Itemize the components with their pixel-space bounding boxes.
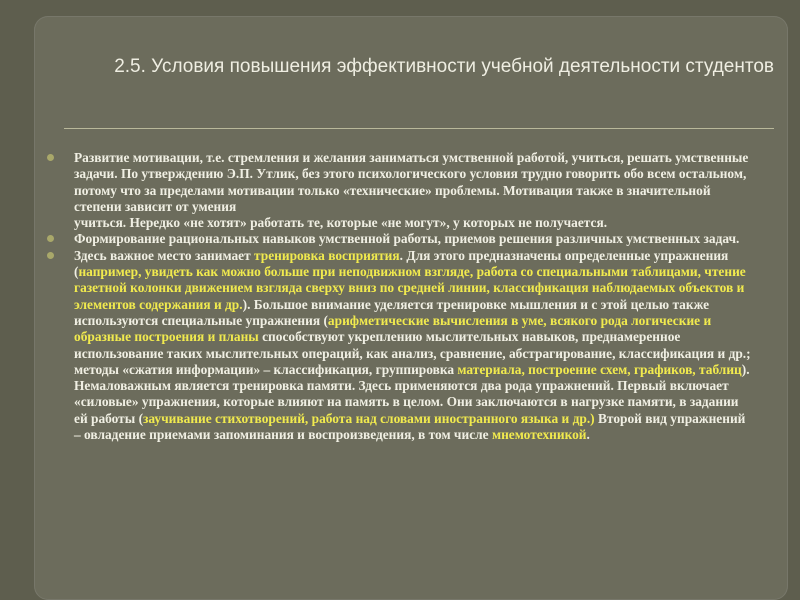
paragraph-text: Второй вид упражнений – овладение приемами запоминания и воспроизведения, в том числе (74, 410, 746, 443)
highlighted-text: арифметические вычисления в уме, всякого рода логические и образные построения и планы (74, 312, 712, 345)
highlighted-text: например, увидеть как можно больше при неподвижном взгляде, работа со специальными таблицами, чтение газетной колонки движением взгляда сверху вниз по средней линии, классификация наблюдаемых объектов и элементов содержания и др. (74, 264, 746, 312)
paragraph (74, 248, 755, 444)
paragraph (74, 150, 755, 215)
slide-body (74, 150, 755, 443)
paragraph-text: способствуют укреплению мыслительных навыков, преднамеренное использование таких мыслительных операций, как анализ, сравнение, абстрагирование, классификация и др.; методы «сжатия информации» – классификация, группировка (74, 329, 751, 377)
slide-title: 2.5. Условия повышения эффективности учебной деятельности студентов (114, 56, 774, 77)
paragraph-text: учиться. Нередко «не хотят» работать те, которые «не могут», у которых не получается. (74, 215, 608, 231)
paragraph-text: ). Немаловажным является тренировка памяти. Здесь применяются два рода упражнений. Первый включает «силовые» упражнения, которые влияют на память в целом. Они заключаются в нагрузке памяти, в задании ей работы ( (74, 361, 750, 426)
highlighted-text: заучивание стихотворений, работа над словами иностранного языка и др.) (143, 410, 595, 426)
highlighted-text: мнемотехникой (491, 427, 587, 443)
paragraph-text: . (586, 427, 590, 443)
title-divider (64, 128, 774, 129)
paragraph-text: ). Большое внимание уделяется тренировке мышления и с этой целью также используются специальные упражнения ( (74, 296, 710, 328)
paragraph-text: Формирование рациональных навыков умственной работы, приемов решения различных умственных задач. (74, 231, 740, 247)
bullet-icon (47, 252, 54, 259)
paragraph-text: Здесь важное место занимает (74, 247, 255, 263)
highlighted-text: материала, построение схем, графиков, таблиц (457, 361, 742, 377)
paragraph-text: Развитие мотивации, т.е. стремления и желания заниматься умственной работой, учиться, решать умственные задачи. По утверждению Э.П. Утлик, без этого психологического условия трудно говорить обо всем остальном, потому что за пределами мотивации только «технические» проблемы. Мотивация также в значительной степени зависит от умения (74, 150, 749, 214)
paragraph (74, 215, 755, 231)
bullet-icon (47, 154, 54, 161)
paragraph-text: . Для этого предназначены определенные упражнения ( (74, 247, 729, 280)
paragraph (74, 231, 755, 247)
highlighted-text: тренировка восприятия (254, 247, 400, 263)
